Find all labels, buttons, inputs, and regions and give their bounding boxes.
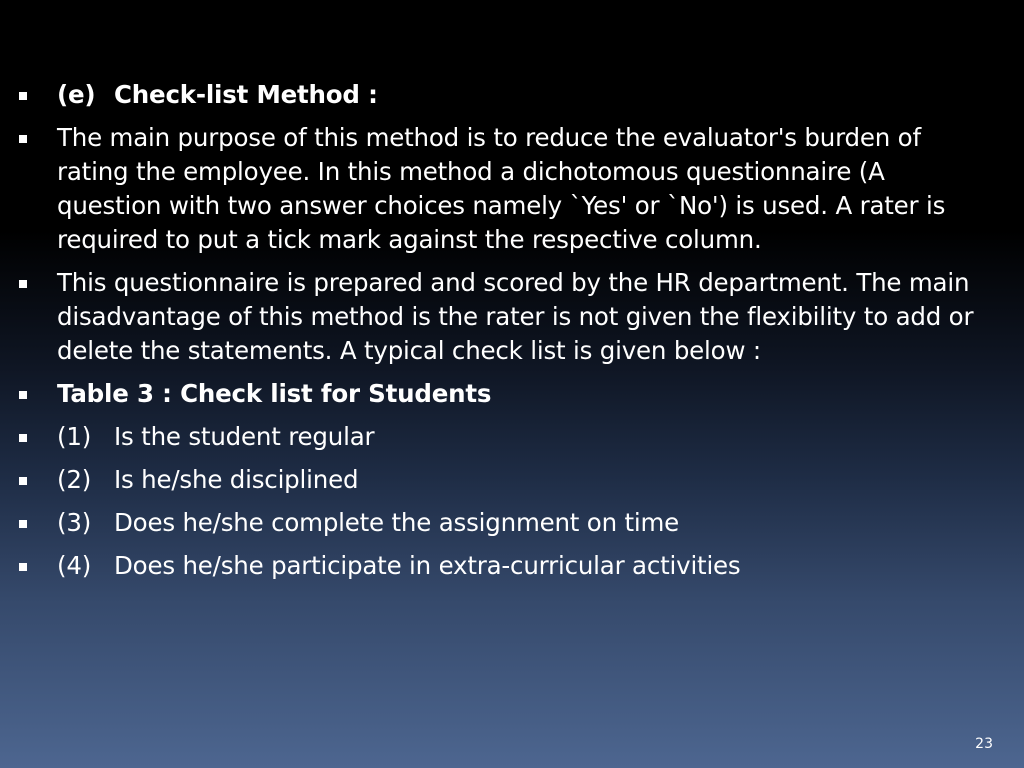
item-number: (4) bbox=[57, 551, 92, 580]
bullet-item-check-3 bbox=[0, 506, 1024, 540]
bullet-item-check-4 bbox=[0, 549, 1024, 583]
item-text: Table 3 : Check list for Students bbox=[57, 379, 492, 408]
square-bullet-icon bbox=[19, 391, 27, 399]
square-bullet-icon bbox=[19, 520, 27, 528]
item-number: (2) bbox=[57, 465, 92, 494]
item-number: (3) bbox=[57, 508, 92, 537]
item-text: Check-list Method : bbox=[114, 80, 378, 109]
slide-page-number: 23 bbox=[975, 736, 993, 752]
item-number: (e) bbox=[57, 80, 96, 109]
square-bullet-icon bbox=[19, 434, 27, 442]
square-bullet-icon bbox=[19, 280, 27, 288]
bullet-item-check-1 bbox=[0, 420, 1024, 454]
item-text: The main purpose of this method is to reduce the evaluator's burden of rating the employee. In this method a dichotomous questionnaire (A question with two answer choices namely `Yes' or `No') is used. A rater is required to put a tick mark against the respective column. bbox=[57, 123, 946, 254]
bullet-item-check-2 bbox=[0, 463, 1024, 497]
bullet-item-table-title bbox=[0, 377, 1024, 411]
square-bullet-icon bbox=[19, 477, 27, 485]
item-text: Does he/she participate in extra-curricular activities bbox=[114, 551, 741, 580]
item-text: This questionnaire is prepared and scored by the HR department. The main disadvantage of this method is the rater is not given the flexibility to add or delete the statements. A typical check list is given below : bbox=[57, 268, 974, 365]
bullet-item-heading bbox=[0, 78, 1024, 112]
item-number: (1) bbox=[57, 422, 92, 451]
item-text: Is the student regular bbox=[114, 422, 375, 451]
square-bullet-icon bbox=[19, 92, 27, 100]
slide-body bbox=[0, 78, 1024, 592]
bullet-item-disadvantage bbox=[0, 266, 1024, 368]
item-text: Does he/she complete the assignment on time bbox=[114, 508, 680, 537]
item-text: Is he/she disciplined bbox=[114, 465, 359, 494]
bullet-item-purpose bbox=[0, 121, 1024, 257]
square-bullet-icon bbox=[19, 563, 27, 571]
square-bullet-icon bbox=[19, 135, 27, 143]
